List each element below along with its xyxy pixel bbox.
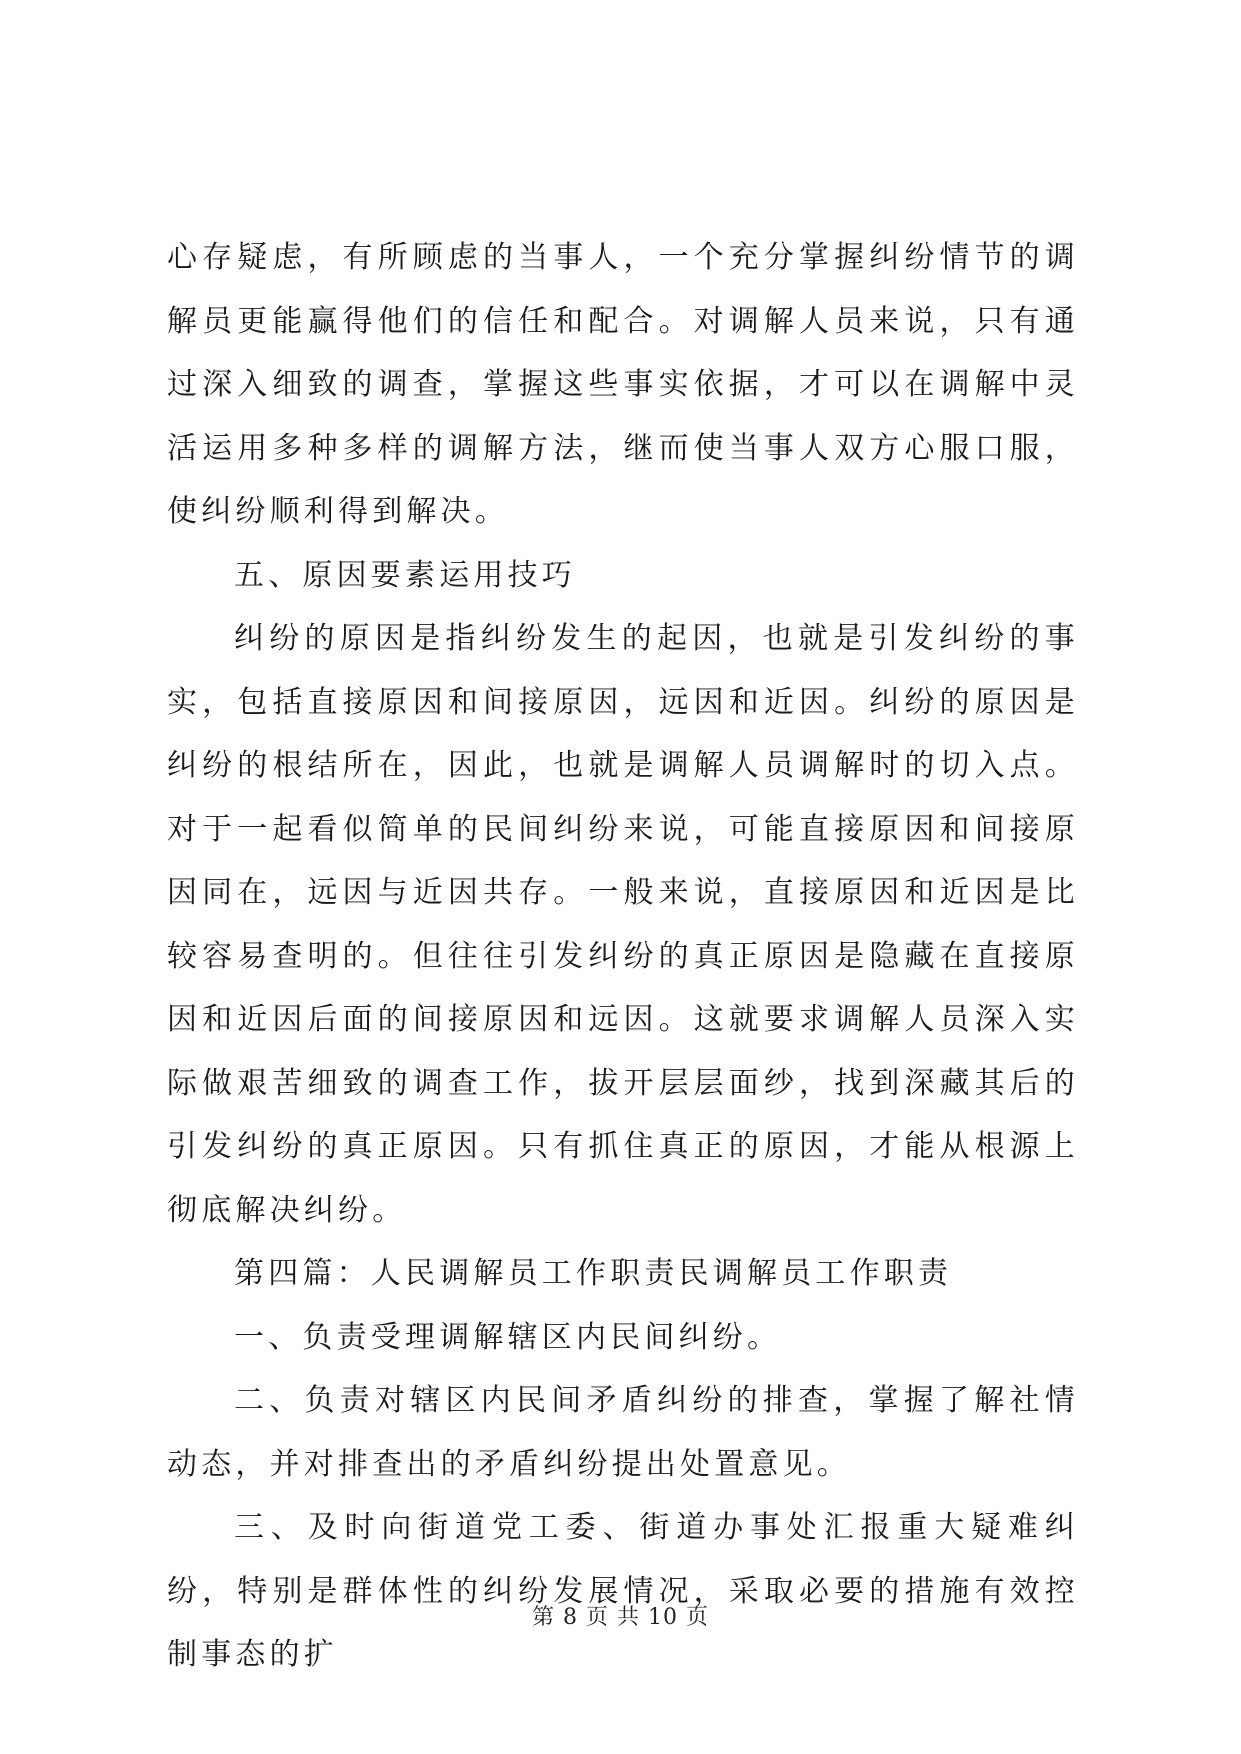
paragraph-continuation: 心存疑虑，有所顾虑的当事人，一个充分掌握纠纷情节的调解员更能赢得他们的信任和配合。对调解人员来说，只有通过深入细致的调查，掌握这些事实依据，才可以在调解中灵活运用多种多样的调解方法，继而使当事人双方心服口服，使纠纷顺利得到解决。 [167, 240, 1079, 529]
chapter-heading-mediator-duties: 第四篇：人民调解员工作职责民调解员工作职责 [234, 1256, 953, 1291]
paragraph-dispute-causes: 纠纷的原因是指纠纷发生的起因，也就是引发纠纷的事实，包括直接原因和间接原因，远因和近因。纠纷的原因是纠纷的根结所在，因此，也就是调解人员调解时的切入点。对于一起看似简单的民间纠纷来说，可能直接原因和间接原因同在，远因与近因共存。一般来说，直接原因和近因是比较容易查明的。但往往引发纠纷的真正原因是隐藏在直接原因和近因后面的间接原因和远因。这就要求调解人员深入实际做艰苦细致的调查工作，拔开层层面纱，找到深藏其后的引发纠纷的真正原因。只有抓住真正的原因，才能从根源上彻底解决纠纷。 [167, 621, 1079, 1228]
page-number-footer: 第 8 页 共 10 页 [532, 1605, 709, 1630]
duty-item-2: 二、负责对辖区内民间矛盾纠纷的排查，掌握了解社情动态，并对排查出的矛盾纠纷提出处置意见。 [167, 1383, 1079, 1482]
duty-item-1: 一、负责受理调解辖区内民间纠纷。 [234, 1319, 782, 1355]
duty-item-3: 三、及时向街道党工委、街道办事处汇报重大疑难纠纷，特别是群体性的纠纷发展情况，采取必要的措施有效控制事态的扩 [167, 1510, 1079, 1672]
document-body [167, 226, 1079, 1687]
section-heading-reason-elements: 五、原因要素运用技巧 [234, 557, 576, 593]
